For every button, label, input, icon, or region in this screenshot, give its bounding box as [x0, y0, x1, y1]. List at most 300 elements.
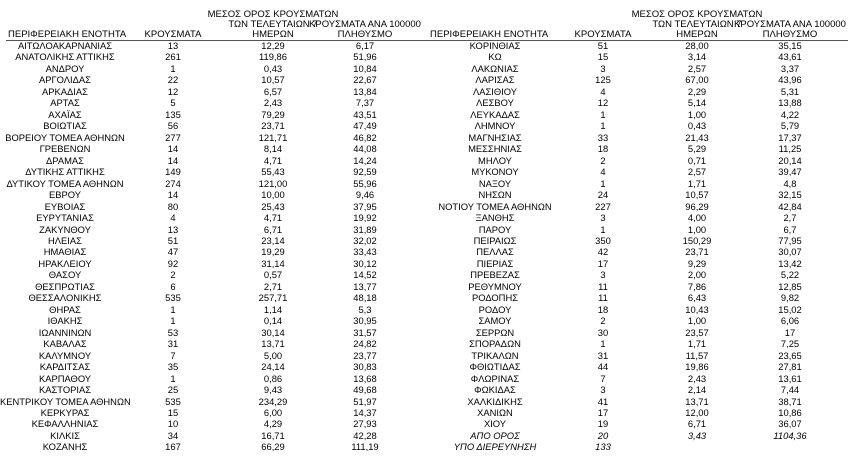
cell-avg: 30,14: [261, 326, 285, 338]
cell-per100k: 10,86: [778, 407, 802, 418]
cell-avg: 121,71: [258, 131, 288, 143]
table-row: [0, 327, 430, 338]
cell-region: ΣΕΡΡΩΝ: [475, 326, 515, 338]
table-row: [430, 315, 850, 326]
cell-region: ΖΑΚΥΝΘΟΥ: [39, 223, 91, 235]
table-right: [430, 8, 850, 453]
cell-avg: 1,00: [687, 315, 707, 327]
table-row: [430, 120, 850, 131]
table-row: [0, 396, 430, 407]
cell-region: ΛΗΜΝΟΥ: [474, 120, 516, 132]
cell-cases: 56: [167, 120, 179, 132]
cell-per100k: 30,83: [353, 361, 377, 373]
table-row: [0, 109, 430, 120]
cell-per100k: 11,25: [778, 143, 802, 155]
cell-per100k: 9,82: [780, 292, 800, 304]
cell-cases: 44: [597, 361, 609, 373]
cell-per100k: 35,15: [778, 40, 802, 51]
cell-region: ΚΑΣΤΟΡΙΑΣ: [38, 384, 92, 396]
cell-per100k: 48,18: [353, 292, 377, 304]
cell-avg: 2,43: [263, 97, 283, 109]
table-row: [430, 212, 850, 223]
cell-per100k: 42,28: [353, 429, 377, 441]
cell-avg: 5,00: [263, 349, 283, 361]
cell-region: ΣΑΜΟΥ: [478, 315, 512, 327]
cell-per100k: 6,7: [783, 223, 797, 235]
cell-region: ΑΝΑΤΟΛΙΚΗΣ ΑΤΤΙΚΗΣ: [15, 51, 115, 63]
cell-region: ΞΑΝΘΗΣ: [475, 212, 515, 224]
cell-per100k: 13,84: [353, 85, 377, 97]
cell-cases: 133: [595, 441, 611, 453]
cell-cases: 7: [600, 372, 606, 384]
cell-region: ΜΕΣΣΗΝΙΑΣ: [468, 143, 522, 155]
table-row: [430, 143, 850, 154]
table-row: [430, 235, 850, 246]
cell-cases: 14: [167, 154, 179, 166]
cell-cases: 125: [595, 74, 611, 86]
cell-per100k: 22,67: [353, 74, 377, 86]
cell-per100k: 30,95: [353, 315, 377, 327]
cell-per100k: 55,96: [353, 177, 377, 189]
cell-per100k: 27,93: [353, 418, 377, 430]
cell-per100k: 46,82: [353, 131, 377, 143]
cell-region: ΘΗΡΑΣ: [49, 303, 81, 315]
cell-region: ΧΙΟΥ: [483, 418, 507, 430]
cell-per100k: 14,24: [353, 154, 377, 166]
cell-region: ΑΧΑΪΑΣ: [48, 108, 82, 120]
cell-cases: 34: [167, 429, 179, 441]
table-row: [0, 292, 430, 303]
cell-avg: 121,00: [258, 177, 288, 189]
cell-per100k: 7,25: [780, 338, 800, 350]
table-row: [0, 338, 430, 349]
column-header-per100k-line2: ΠΛΗΘΥΣΜΟ: [762, 29, 818, 40]
cell-region: ΦΩΚΙΔΑΣ: [474, 384, 516, 396]
cell-per100k: 9,46: [355, 189, 375, 201]
cell-avg: 9,43: [263, 384, 283, 396]
cell-region: ΒΟΙΩΤΙΑΣ: [43, 120, 87, 132]
cell-avg: 6,71: [687, 418, 707, 430]
cell-cases: 135: [165, 108, 181, 120]
cell-per100k: 30,07: [778, 246, 802, 258]
table-row: [430, 418, 850, 429]
cell-region: ΑΡΤΑΣ: [50, 97, 80, 109]
cell-cases: 3: [600, 384, 606, 396]
cell-cases: 149: [165, 166, 181, 178]
cell-avg: 10,00: [261, 189, 285, 201]
cell-cases: 11: [598, 280, 608, 292]
cell-avg: 23,71: [261, 120, 285, 132]
table-row: [430, 155, 850, 166]
cell-per100k: 33,43: [353, 246, 377, 258]
cell-cases: 12: [167, 85, 179, 97]
cell-per100k: 51,96: [353, 51, 377, 63]
cell-per100k: 38,71: [778, 395, 802, 407]
cell-per100k: 47,49: [353, 120, 377, 132]
table-row: [430, 407, 850, 418]
cell-avg: 23,14: [261, 234, 285, 246]
table-row: [430, 430, 850, 441]
cell-region: ΕΥΒΟΙΑΣ: [44, 200, 86, 212]
cell-per100k: 30,12: [353, 257, 377, 269]
table-row: [0, 350, 430, 361]
cell-avg: 5,29: [687, 143, 707, 155]
cell-per100k: 39,47: [778, 166, 802, 178]
cell-cases: 15: [167, 407, 179, 418]
cell-avg: 3,14: [687, 51, 707, 63]
cell-avg: 2,29: [687, 85, 707, 97]
cell-cases: 2: [170, 269, 176, 281]
cell-cases: 3: [600, 62, 606, 74]
cell-per100k: 77,95: [778, 234, 802, 246]
cell-cases: 4: [600, 166, 606, 178]
cell-region: ΥΠΟ ΔΙΕΡΕΥΝΗΣΗ: [453, 441, 537, 453]
cell-cases: 4: [600, 85, 606, 97]
table-row: [430, 201, 850, 212]
column-header-avg-line1: ΜΕΣΟΣ ΟΡΟΣ ΚΡΟΥΣΜΑΤΩΝ: [207, 9, 339, 20]
cell-cases: 4: [170, 212, 176, 224]
cell-avg: 0,14: [263, 315, 283, 327]
table-row: [430, 109, 850, 120]
cell-avg: 25,43: [261, 200, 285, 212]
cell-region: ΠΕΛΛΑΣ: [476, 246, 514, 258]
cell-avg: 2,00: [687, 269, 707, 281]
cell-cases: 47: [167, 246, 179, 258]
cell-avg: 6,57: [263, 85, 283, 97]
cell-region: ΧΑΛΚΙΔΙΚΗΣ: [467, 395, 523, 407]
cell-per100k: 24,82: [353, 338, 377, 350]
cell-region: ΙΘΑΚΗΣ: [47, 315, 83, 327]
cell-avg: 12,29: [261, 40, 285, 51]
table-row: [0, 315, 430, 326]
table-row: [430, 292, 850, 303]
cell-region: ΛΑΡΙΣΑΣ: [475, 74, 515, 86]
cell-per100k: 12,85: [778, 280, 802, 292]
table-row: [430, 304, 850, 315]
cell-per100k: 7,37: [355, 97, 375, 109]
table-header-right: [430, 8, 850, 40]
cell-cases: 261: [165, 51, 181, 63]
cell-cases: 1: [170, 315, 176, 327]
cell-cases: 35: [167, 361, 179, 373]
cell-cases: 13: [167, 223, 179, 235]
cell-avg: 1,00: [687, 108, 707, 120]
cell-cases: 350: [595, 234, 611, 246]
cell-avg: 24,14: [261, 361, 285, 373]
cell-cases: 41: [597, 395, 609, 407]
table-row: [430, 97, 850, 108]
column-header-region: ΠΕΡΙΦΕΡΕΙΑΚΗ ΕΝΟΤΗΤΑ: [430, 29, 549, 40]
table-row: [0, 235, 430, 246]
cell-avg: 4,29: [263, 418, 283, 430]
cell-per100k: 7,44: [780, 384, 800, 396]
cell-avg: 0,43: [687, 120, 707, 132]
cell-cases: 19: [597, 418, 609, 430]
cell-cases: 15: [597, 51, 609, 63]
cell-region: ΜΗΛΟΥ: [478, 154, 512, 166]
cell-cases: 535: [165, 292, 181, 304]
cell-avg: 2,14: [687, 384, 707, 396]
table-row: [0, 74, 430, 85]
cell-avg: 1,71: [687, 338, 707, 350]
table-row: [0, 86, 430, 97]
cell-per100k: 4,8: [783, 177, 797, 189]
cell-cases: 1: [170, 372, 176, 384]
cell-cases: 12: [597, 97, 609, 109]
cell-cases: 6: [170, 280, 176, 292]
cell-cases: 51: [597, 40, 609, 51]
cell-cases: 274: [165, 177, 181, 189]
table-row: [430, 350, 850, 361]
cell-per100k: 5,22: [780, 269, 800, 281]
cell-avg: 4,71: [263, 212, 283, 224]
cell-per100k: 13,77: [353, 280, 377, 292]
cell-region: ΚΕΡΚΥΡΑΣ: [40, 407, 90, 418]
table-row: [430, 327, 850, 338]
table-row: [430, 166, 850, 177]
cell-avg: 1,00: [687, 223, 707, 235]
cell-cases: 1: [170, 303, 176, 315]
cell-cases: 17: [597, 257, 609, 269]
column-header-avg-line2: ΤΩΝ ΤΕΛΕΥΤΑΙΩΝ 7: [228, 19, 318, 30]
cell-cases: 30: [597, 326, 609, 338]
cell-per100k: 5,3: [358, 303, 372, 315]
cell-avg: 12,00: [685, 407, 709, 418]
cell-cases: 14: [167, 189, 179, 201]
cell-cases: 1: [170, 62, 176, 74]
cell-avg: 16,71: [261, 429, 285, 441]
table-row: [430, 63, 850, 74]
cell-avg: 119,86: [259, 51, 287, 63]
table-row: [430, 40, 850, 51]
cell-avg: 21,43: [685, 131, 709, 143]
cell-per100k: 20,14: [778, 154, 802, 166]
cell-avg: 19,86: [685, 361, 709, 373]
cell-per100k: 32,02: [353, 234, 377, 246]
cell-cases: 31: [597, 349, 609, 361]
table-row: [430, 74, 850, 85]
table-row: [0, 281, 430, 292]
cell-per100k: 43,96: [778, 74, 802, 86]
cell-per100k: 13,42: [778, 257, 802, 269]
table-row: [430, 86, 850, 97]
cell-cases: 535: [165, 395, 181, 407]
cell-per100k: 19,92: [353, 212, 377, 224]
cell-avg: 96,29: [685, 200, 709, 212]
cell-cases: 14: [167, 143, 179, 155]
cell-per100k: 42,84: [778, 200, 802, 212]
cell-per100k: 31,89: [353, 223, 377, 235]
cell-region: ΑΙΤΩΛΟΑΚΑΡΝΑΝΙΑΣ: [17, 40, 113, 51]
cell-avg: 55,43: [261, 166, 285, 178]
table-row: [0, 155, 430, 166]
cell-cases: 277: [165, 131, 181, 143]
cell-region: ΚΑΒΑΛΑΣ: [43, 338, 87, 350]
cell-region: ΠΕΙΡΑΙΩΣ: [473, 234, 517, 246]
cell-region: ΑΡΓΟΛΙΔΑΣ: [39, 74, 91, 86]
column-header-per100k-line2: ΠΛΗΘΥΣΜΟ: [337, 29, 393, 40]
cell-cases: 2: [600, 315, 606, 327]
cell-cases: 18: [597, 303, 609, 315]
cell-region: ΗΛΕΙΑΣ: [48, 234, 82, 246]
cell-avg: 23,57: [685, 326, 709, 338]
table-header-left: [0, 8, 430, 40]
cell-per100k: 6,06: [780, 315, 800, 327]
column-header-per100k-line1: ΚΡΟΥΣΜΑΤΑ ΑΝΑ 100000: [309, 19, 421, 30]
cell-per100k: 44,08: [353, 143, 377, 155]
cell-avg: 150,29: [682, 234, 712, 246]
cell-per100k: 2,7: [783, 212, 797, 224]
cell-per100k: 1104,36: [773, 429, 807, 441]
cell-cases: 80: [167, 200, 179, 212]
cell-region: ΚΑΛΥΜΝΟΥ: [38, 349, 92, 361]
cell-region: ΠΙΕΡΙΑΣ: [476, 257, 514, 269]
cell-avg: 31,14: [261, 257, 285, 269]
cell-region: ΑΡΚΑΔΙΑΣ: [42, 85, 88, 97]
cell-avg: 67,00: [685, 74, 709, 86]
column-header-avg-line1: ΜΕΣΟΣ ΟΡΟΣ ΚΡΟΥΣΜΑΤΩΝ: [631, 9, 763, 20]
cell-avg: 2,57: [687, 166, 707, 178]
cell-avg: 257,71: [258, 292, 288, 304]
cell-region: ΙΩΑΝΝΙΝΩΝ: [38, 326, 92, 338]
table-row: [430, 373, 850, 384]
table-row: [0, 430, 430, 441]
cell-per100k: 27,81: [778, 361, 802, 373]
cell-avg: 0,57: [263, 269, 283, 281]
cell-per100k: 43,51: [353, 108, 377, 120]
cell-cases: 33: [597, 131, 609, 143]
cell-avg: 19,29: [261, 246, 285, 258]
table-row: [430, 338, 850, 349]
cell-region: ΕΥΡΥΤΑΝΙΑΣ: [36, 212, 94, 224]
cell-cases: 167: [165, 441, 181, 453]
cell-region: ΚΩ: [488, 51, 502, 63]
cell-per100k: 4,22: [780, 108, 800, 120]
cell-per100k: 49,68: [353, 384, 377, 396]
cell-cases: 5: [170, 97, 176, 109]
table-row: [0, 189, 430, 200]
cell-avg: 10,57: [261, 74, 285, 86]
cell-avg: 1,71: [687, 177, 707, 189]
cell-region: ΚΟΖΑΝΗΣ: [42, 441, 88, 453]
cell-region: ΛΕΣΒΟΥ: [476, 97, 514, 109]
cell-per100k: 6,17: [355, 40, 375, 51]
cell-cases: 7: [170, 349, 176, 361]
cell-region: ΧΑΝΙΩΝ: [477, 407, 513, 418]
cell-avg: 4,71: [263, 154, 283, 166]
cell-region: ΘΕΣΠΡΩΤΙΑΣ: [35, 280, 95, 292]
cell-cases: 2: [600, 154, 606, 166]
cell-per100k: 3,37: [780, 62, 800, 74]
cell-region: ΚΕΝΤΡΙΚΟΥ ΤΟΜΕΑ ΑΘΗΝΩΝ: [0, 395, 131, 407]
cell-region: ΜΑΓΝΗΣΙΑΣ: [468, 131, 522, 143]
table-row: [0, 418, 430, 429]
cell-region: ΔΥΤΙΚΟΥ ΤΟΜΕΑ ΑΘΗΝΩΝ: [6, 177, 124, 189]
cell-cases: 18: [597, 143, 609, 155]
table-row: [0, 304, 430, 315]
table-row: [430, 258, 850, 269]
table-row: [0, 212, 430, 223]
cell-per100k: 15,02: [778, 303, 802, 315]
cell-cases: 25: [167, 384, 179, 396]
cell-per100k: 5,79: [780, 120, 800, 132]
cell-cases: 3: [600, 212, 606, 224]
table-row: [430, 132, 850, 143]
cell-avg: 6,00: [263, 407, 283, 418]
table-row: [0, 166, 430, 177]
cell-avg: 2,57: [687, 62, 707, 74]
cell-per100k: 13,61: [778, 372, 802, 384]
cell-cases: 11: [598, 292, 608, 304]
cell-region: ΛΑΚΩΝΙΑΣ: [471, 62, 519, 74]
cell-avg: 11,57: [685, 349, 709, 361]
cell-avg: 10,43: [685, 303, 709, 315]
cell-per100k: 43,61: [778, 51, 802, 63]
cell-avg: 8,14: [263, 143, 283, 155]
column-header-avg-line3: ΗΜΕΡΩΝ: [676, 29, 718, 40]
table-row: [0, 441, 430, 452]
cell-per100k: 14,37: [353, 407, 377, 418]
cell-region: ΑΝΔΡΟΥ: [45, 62, 85, 74]
cell-region: ΒΟΡΕΙΟΥ ΤΟΜΕΑ ΑΘΗΝΩΝ: [5, 131, 125, 143]
cell-per100k: 17,37: [778, 131, 802, 143]
table-row: [430, 178, 850, 189]
table-row: [0, 407, 430, 418]
table-row: [0, 361, 430, 372]
cell-cases: 10: [167, 418, 179, 430]
column-header-cases: ΚΡΟΥΣΜΑΤΑ: [144, 29, 202, 40]
cell-region: ΡΟΔΟΠΗΣ: [471, 292, 519, 304]
cell-region: ΚΙΛΚΙΣ: [50, 429, 80, 441]
cell-avg: 23,71: [685, 246, 709, 258]
cell-region: ΝΗΣΩΝ: [478, 189, 512, 201]
cell-region: ΚΕΦΑΛΛΗΝΙΑΣ: [31, 418, 99, 430]
cell-cases: 13: [167, 40, 179, 51]
table-row: [0, 178, 430, 189]
cell-cases: 17: [597, 407, 609, 418]
cell-cases: 20: [597, 429, 609, 441]
table-row: [0, 384, 430, 395]
table-row: [430, 51, 850, 62]
cell-region: ΔΡΑΜΑΣ: [46, 154, 84, 166]
cell-per100k: 14,52: [353, 269, 377, 281]
column-header-avg-line3: ΗΜΕΡΩΝ: [252, 29, 294, 40]
cell-cases: 1: [600, 338, 606, 350]
cell-region: ΕΒΡΟΥ: [48, 189, 81, 201]
table-row: [430, 224, 850, 235]
column-header-cases: ΚΡΟΥΣΜΑΤΑ: [574, 29, 632, 40]
cell-region: ΗΜΑΘΙΑΣ: [43, 246, 87, 258]
cell-avg: 79,29: [261, 108, 285, 120]
cell-per100k: 111,19: [351, 441, 379, 453]
cell-cases: 92: [167, 257, 179, 269]
cell-region: ΡΟΔΟΥ: [478, 303, 512, 315]
cell-avg: 6,71: [263, 223, 283, 235]
table-row: [0, 132, 430, 143]
cell-per100k: 37,95: [353, 200, 377, 212]
cell-avg: 1,14: [263, 303, 283, 315]
table-left: [0, 8, 430, 453]
cell-avg: 234,29: [258, 395, 288, 407]
cell-cases: 42: [597, 246, 609, 258]
cell-cases: 1: [600, 223, 606, 235]
column-header-avg-line2: ΤΩΝ ΤΕΛΕΥΤΑΙΩΝ 7: [652, 19, 742, 30]
cell-cases: 1: [600, 177, 606, 189]
cell-cases: 31: [167, 338, 179, 350]
table-row: [430, 396, 850, 407]
table-row: [430, 269, 850, 280]
table-row: [0, 63, 430, 74]
